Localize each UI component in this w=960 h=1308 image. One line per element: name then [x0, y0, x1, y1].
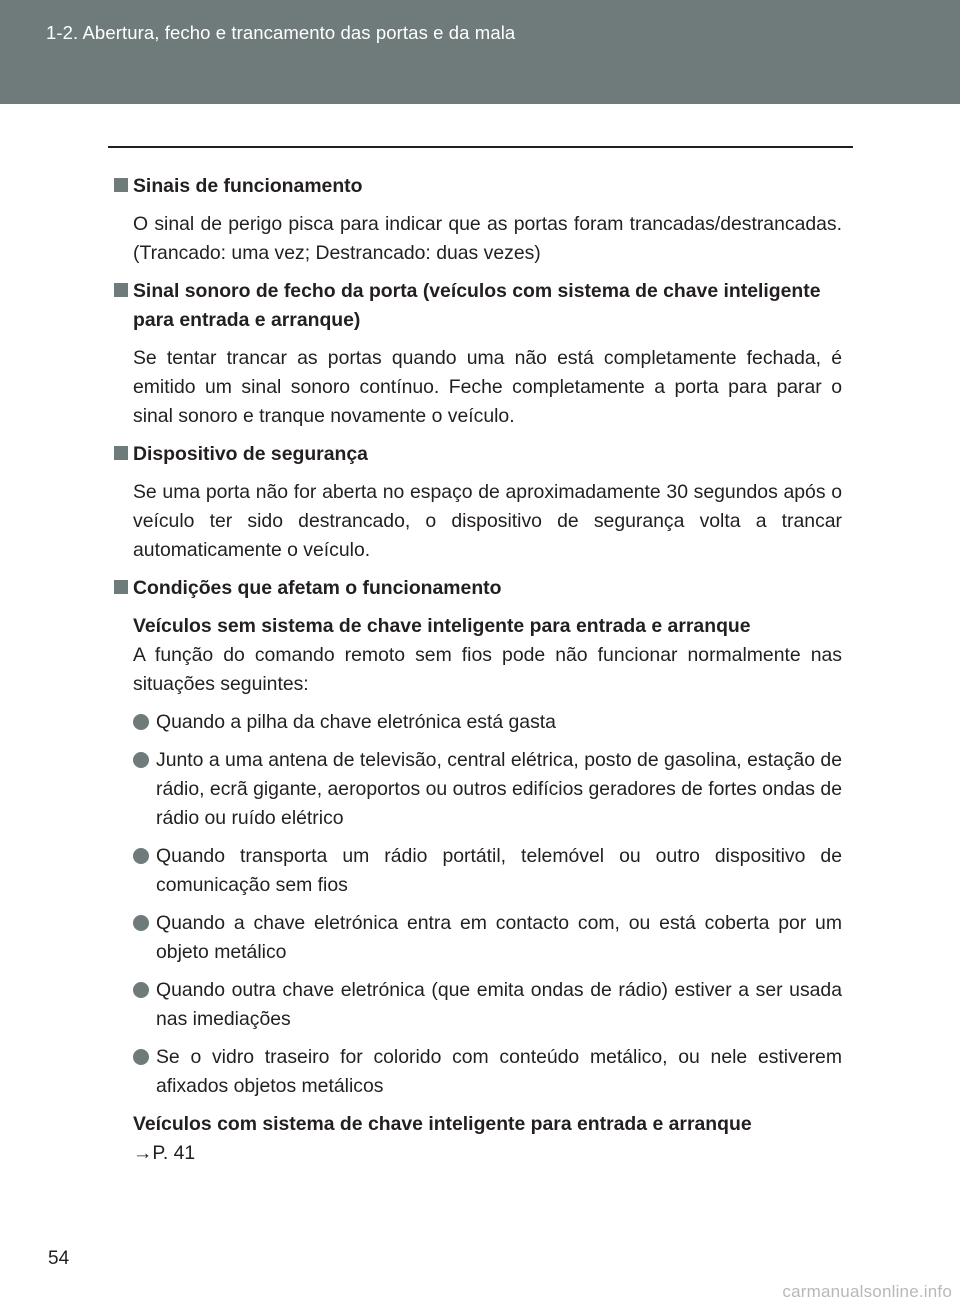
paragraph-safety-device: Se uma porta não for aberta no espaço de aproximadamente 30 segundos após o veículo ter sido destrancado, o dispositivo de segurança volta a trancar automaticamente o veículo. [133, 481, 842, 561]
list-item [112, 976, 842, 1034]
list-item [112, 842, 842, 900]
list-item-text: Quando a chave eletrónica entra em contacto com, ou está coberta por um objeto metálico [156, 912, 842, 963]
page-reference-link[interactable]: →P. 41 [133, 1142, 196, 1164]
section-heading-door-buzzer [112, 277, 842, 335]
section-header-title: 1-2. Abertura, fecho e trancamento das portas e da mala [46, 22, 516, 43]
list-item-text: Quando transporta um rádio portátil, telemóvel ou outro dispositivo de comunicação sem fios [156, 845, 842, 896]
subheading-with-smart-key: Veículos com sistema de chave inteligente para entrada e arranque [133, 1113, 752, 1135]
list-item [112, 1043, 842, 1101]
heading-text: Condições que afetam o funcionamento [133, 577, 502, 599]
square-bullet-icon [114, 178, 128, 192]
round-bullet-icon [133, 1049, 149, 1065]
section-heading-conditions [112, 574, 842, 603]
page-content [112, 172, 842, 1168]
page-number: 54 [48, 1248, 70, 1269]
heading-text: Sinais de funcionamento [133, 175, 363, 197]
round-bullet-icon [133, 848, 149, 864]
heading-text: Dispositivo de segurança [133, 443, 368, 465]
paragraph-door-buzzer: Se tentar trancar as portas quando uma não está completamente fechada, é emitido um sinal sonoro contínuo. Feche completamente a porta para parar o sinal sonoro e tranque novamente o veículo. [133, 347, 842, 427]
subheading-without-smart-key: Veículos sem sistema de chave inteligente para entrada e arranque [133, 615, 751, 637]
square-bullet-icon [114, 446, 128, 460]
section-heading-signals [112, 172, 842, 201]
paragraph-signals: O sinal de perigo pisca para indicar que as portas foram trancadas/destrancadas. (Trancado: uma vez; Destrancado: duas vezes) [133, 213, 842, 264]
top-rule [108, 146, 853, 148]
list-item-text: Quando outra chave eletrónica (que emita ondas de rádio) estiver a ser usada nas imediações [156, 979, 842, 1030]
list-item-text: Se o vidro traseiro for colorido com conteúdo metálico, ou nele estiverem afixados objetos metálicos [156, 1046, 842, 1097]
heading-text: Sinal sonoro de fecho da porta (veículos com sistema de chave inteligente para entrada e arranque) [133, 280, 821, 331]
round-bullet-icon [133, 714, 149, 730]
list-item [112, 746, 842, 833]
list-item [112, 708, 842, 737]
watermark: carmanualsonline.info [782, 1282, 952, 1301]
list-item [112, 909, 842, 967]
round-bullet-icon [133, 982, 149, 998]
header-band [0, 0, 960, 104]
list-item-text: Junto a uma antena de televisão, central elétrica, posto de gasolina, estação de rádio, ecrã gigante, aeroportos ou outros edifícios geradores de fortes ondas de rádio ou ruído elétrico [156, 749, 842, 829]
paragraph-conditions-intro: A função do comando remoto sem fios pode não funcionar normalmente nas situações seguintes: [133, 644, 842, 695]
square-bullet-icon [114, 283, 128, 297]
section-heading-safety-device [112, 440, 842, 469]
list-item-text: Quando a pilha da chave eletrónica está gasta [156, 711, 556, 733]
round-bullet-icon [133, 915, 149, 931]
round-bullet-icon [133, 752, 149, 768]
square-bullet-icon [114, 580, 128, 594]
